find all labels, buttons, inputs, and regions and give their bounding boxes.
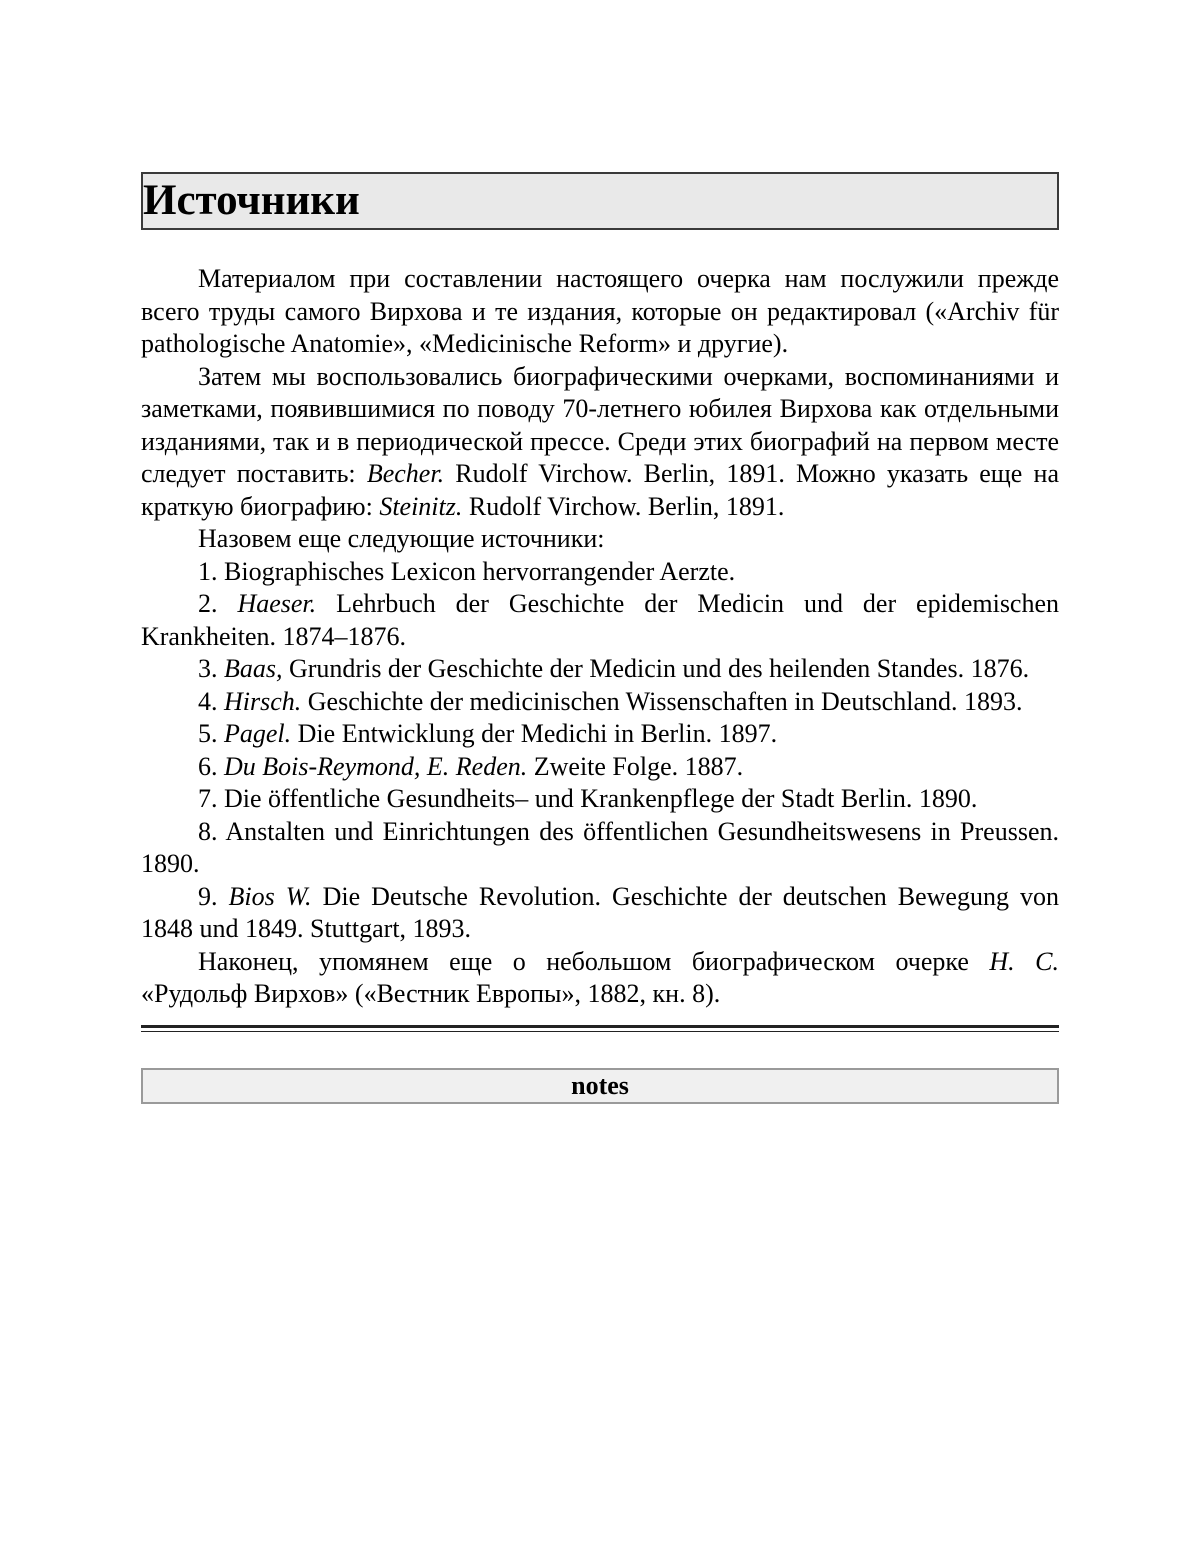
notes-header: notes: [141, 1068, 1059, 1104]
paragraph-text: Назовем еще следующие источники:: [198, 524, 605, 553]
paragraph-sources-intro: [141, 523, 1059, 556]
source-number: 7.: [198, 784, 218, 813]
author-name: Н. С.: [989, 946, 1059, 976]
author-name: Steinitz.: [379, 491, 463, 521]
paragraph-intro: [141, 263, 1059, 361]
source-number: 4.: [198, 686, 218, 716]
source-number: 9.: [198, 881, 218, 911]
source-author: Pagel.: [224, 719, 292, 748]
source-author: Haeser.: [237, 589, 317, 618]
paragraph-text: Rudolf Virchow. Berlin, 1891.: [462, 491, 785, 521]
source-item: [141, 881, 1059, 946]
paragraph-text: «Рудольф Вирхов» («Вестник Европы», 1882, кн. 8).: [141, 979, 721, 1008]
source-item: [141, 751, 1059, 784]
source-item: [141, 816, 1059, 881]
source-title: Grundris der Geschichte der Medicin und des heilenden Standes. 1876.: [282, 654, 1030, 683]
source-number: 1.: [198, 556, 218, 586]
section-divider: [141, 1025, 1059, 1032]
source-author: Hirsch.: [224, 686, 302, 716]
body-text: [141, 263, 1059, 1011]
paragraph-text: Наконец, упомянем еще о небольшом биографическом очерке: [198, 946, 990, 976]
source-author: Baas,: [224, 654, 283, 683]
source-number: 5.: [198, 719, 218, 748]
author-name: Becher.: [366, 459, 445, 488]
source-title: Die Deutsche Revolution. Geschichte der deutschen Bewegung von 1848 und 1849. Stuttgart, 1893.: [141, 881, 1059, 943]
document-page: [141, 172, 1059, 1104]
paragraph-closing: [141, 946, 1059, 1011]
source-item: [141, 686, 1059, 719]
paragraph-text: Затем мы воспользовались биографическими очерками, воспоминаниями и заметками, появившимися по поводу 70-летнего юбилея Вирхова как отдельными изданиями, так и в периодической прессе. Среди этих биографий на первом месте следует поставить:: [141, 361, 1059, 488]
section-heading: Источники: [141, 172, 1059, 230]
source-title: Biographisches Lexicon hervorrangender Aerzte.: [217, 556, 736, 586]
source-number: 8.: [198, 816, 218, 846]
paragraph-text: Rudolf Virchow. Berlin, 1891. Можно указать еще на краткую биографию:: [141, 459, 1059, 521]
source-author: Du Bois-Reymond, E. Reden.: [224, 751, 528, 781]
source-number: 2.: [198, 589, 218, 618]
source-item: [141, 556, 1059, 589]
source-number: 6.: [198, 751, 218, 781]
source-title: Anstalten und Einrichtungen des öffentlichen Gesundheitswesens in Preussen. 1890.: [141, 816, 1059, 878]
paragraph-biographies: [141, 361, 1059, 524]
source-author: Bios W.: [228, 881, 312, 911]
source-item: [141, 783, 1059, 816]
source-title: Die Entwicklung der Medichi in Berlin. 1897.: [291, 719, 778, 748]
source-item: [141, 653, 1059, 686]
source-item: [141, 718, 1059, 751]
source-item: [141, 588, 1059, 653]
source-number: 3.: [198, 654, 218, 683]
source-title: Die öffentliche Gesundheits– und Krankenpflege der Stadt Berlin. 1890.: [217, 784, 978, 813]
source-title: Geschichte der medicinischen Wissenschaften in Deutschland. 1893.: [301, 686, 1023, 716]
source-title: Lehrbuch der Geschichte der Medicin und der epidemischen Krankheiten. 1874–1876.: [141, 589, 1060, 651]
paragraph-text: Материалом при составлении настоящего очерка нам послужили прежде всего труды самого Вирхова и те издания, которые он редактировал («Archiv für pathologische Anatomie», «Medicinische Reform» и другие).: [141, 264, 1059, 358]
source-title: Zweite Folge. 1887.: [527, 751, 744, 781]
